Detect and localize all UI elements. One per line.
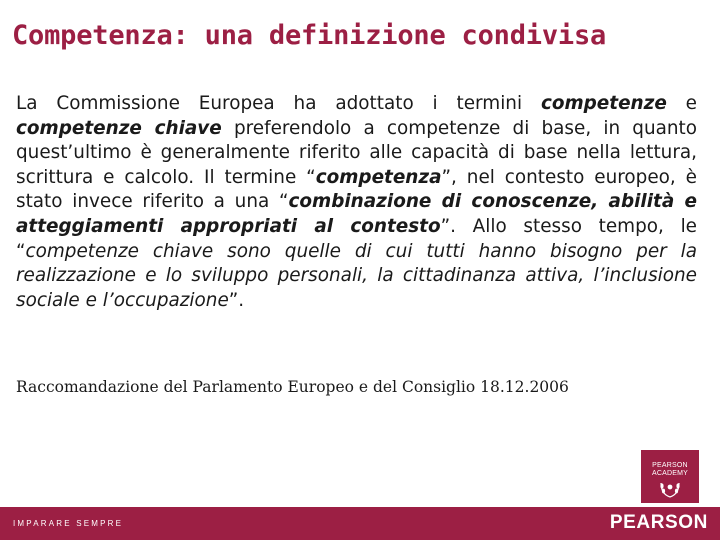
- pearson-brand: PEARSON: [609, 512, 708, 533]
- footer-tagline: IMPARARE SEMPRE: [13, 519, 124, 528]
- logo-line-2: ACADEMY: [651, 470, 689, 477]
- emphasized-definition: combinazione di conoscenze, abilità e atteggiamenti appropriati al contesto: [16, 191, 697, 237]
- text-segment: ”.: [228, 289, 245, 311]
- text-segment: preferendolo a competenze di base, in quanto quest’ultimo è generalmente riferito alle capacità di base nella lettura, scrittura e calcolo. Il termine “: [16, 117, 697, 188]
- logo-line-1: PEARSON: [652, 462, 688, 469]
- text-segment: La Commissione Europea ha adottato i termini: [16, 93, 541, 114]
- footer-bar: [0, 507, 720, 540]
- pearson-academy-logo: [641, 450, 699, 503]
- citation: Raccomandazione del Parlamento Europeo e del Consiglio 18.12.2006: [16, 378, 569, 396]
- italic-quote: competenze chiave sono quelle di cui tutti hanno bisogno per la realizzazione e lo sviluppo personali, la cittadinanza attiva, l’inclusione sociale e l’occupazione: [16, 240, 697, 311]
- emphasized-term: competenza: [315, 166, 442, 188]
- text-segment: ”. Allo stesso tempo, le “: [16, 215, 697, 262]
- text-segment: ”, nel contesto europeo, è stato invece riferito a una “: [16, 166, 697, 213]
- definition-paragraph: [16, 92, 697, 313]
- laurel-emblem-icon: [657, 480, 683, 498]
- emphasized-term: competenze: [540, 93, 667, 114]
- text-segment: e: [666, 93, 697, 114]
- emphasized-term: competenze chiave: [16, 117, 222, 139]
- slide-title: Competenza: una definizione condivisa: [12, 20, 607, 51]
